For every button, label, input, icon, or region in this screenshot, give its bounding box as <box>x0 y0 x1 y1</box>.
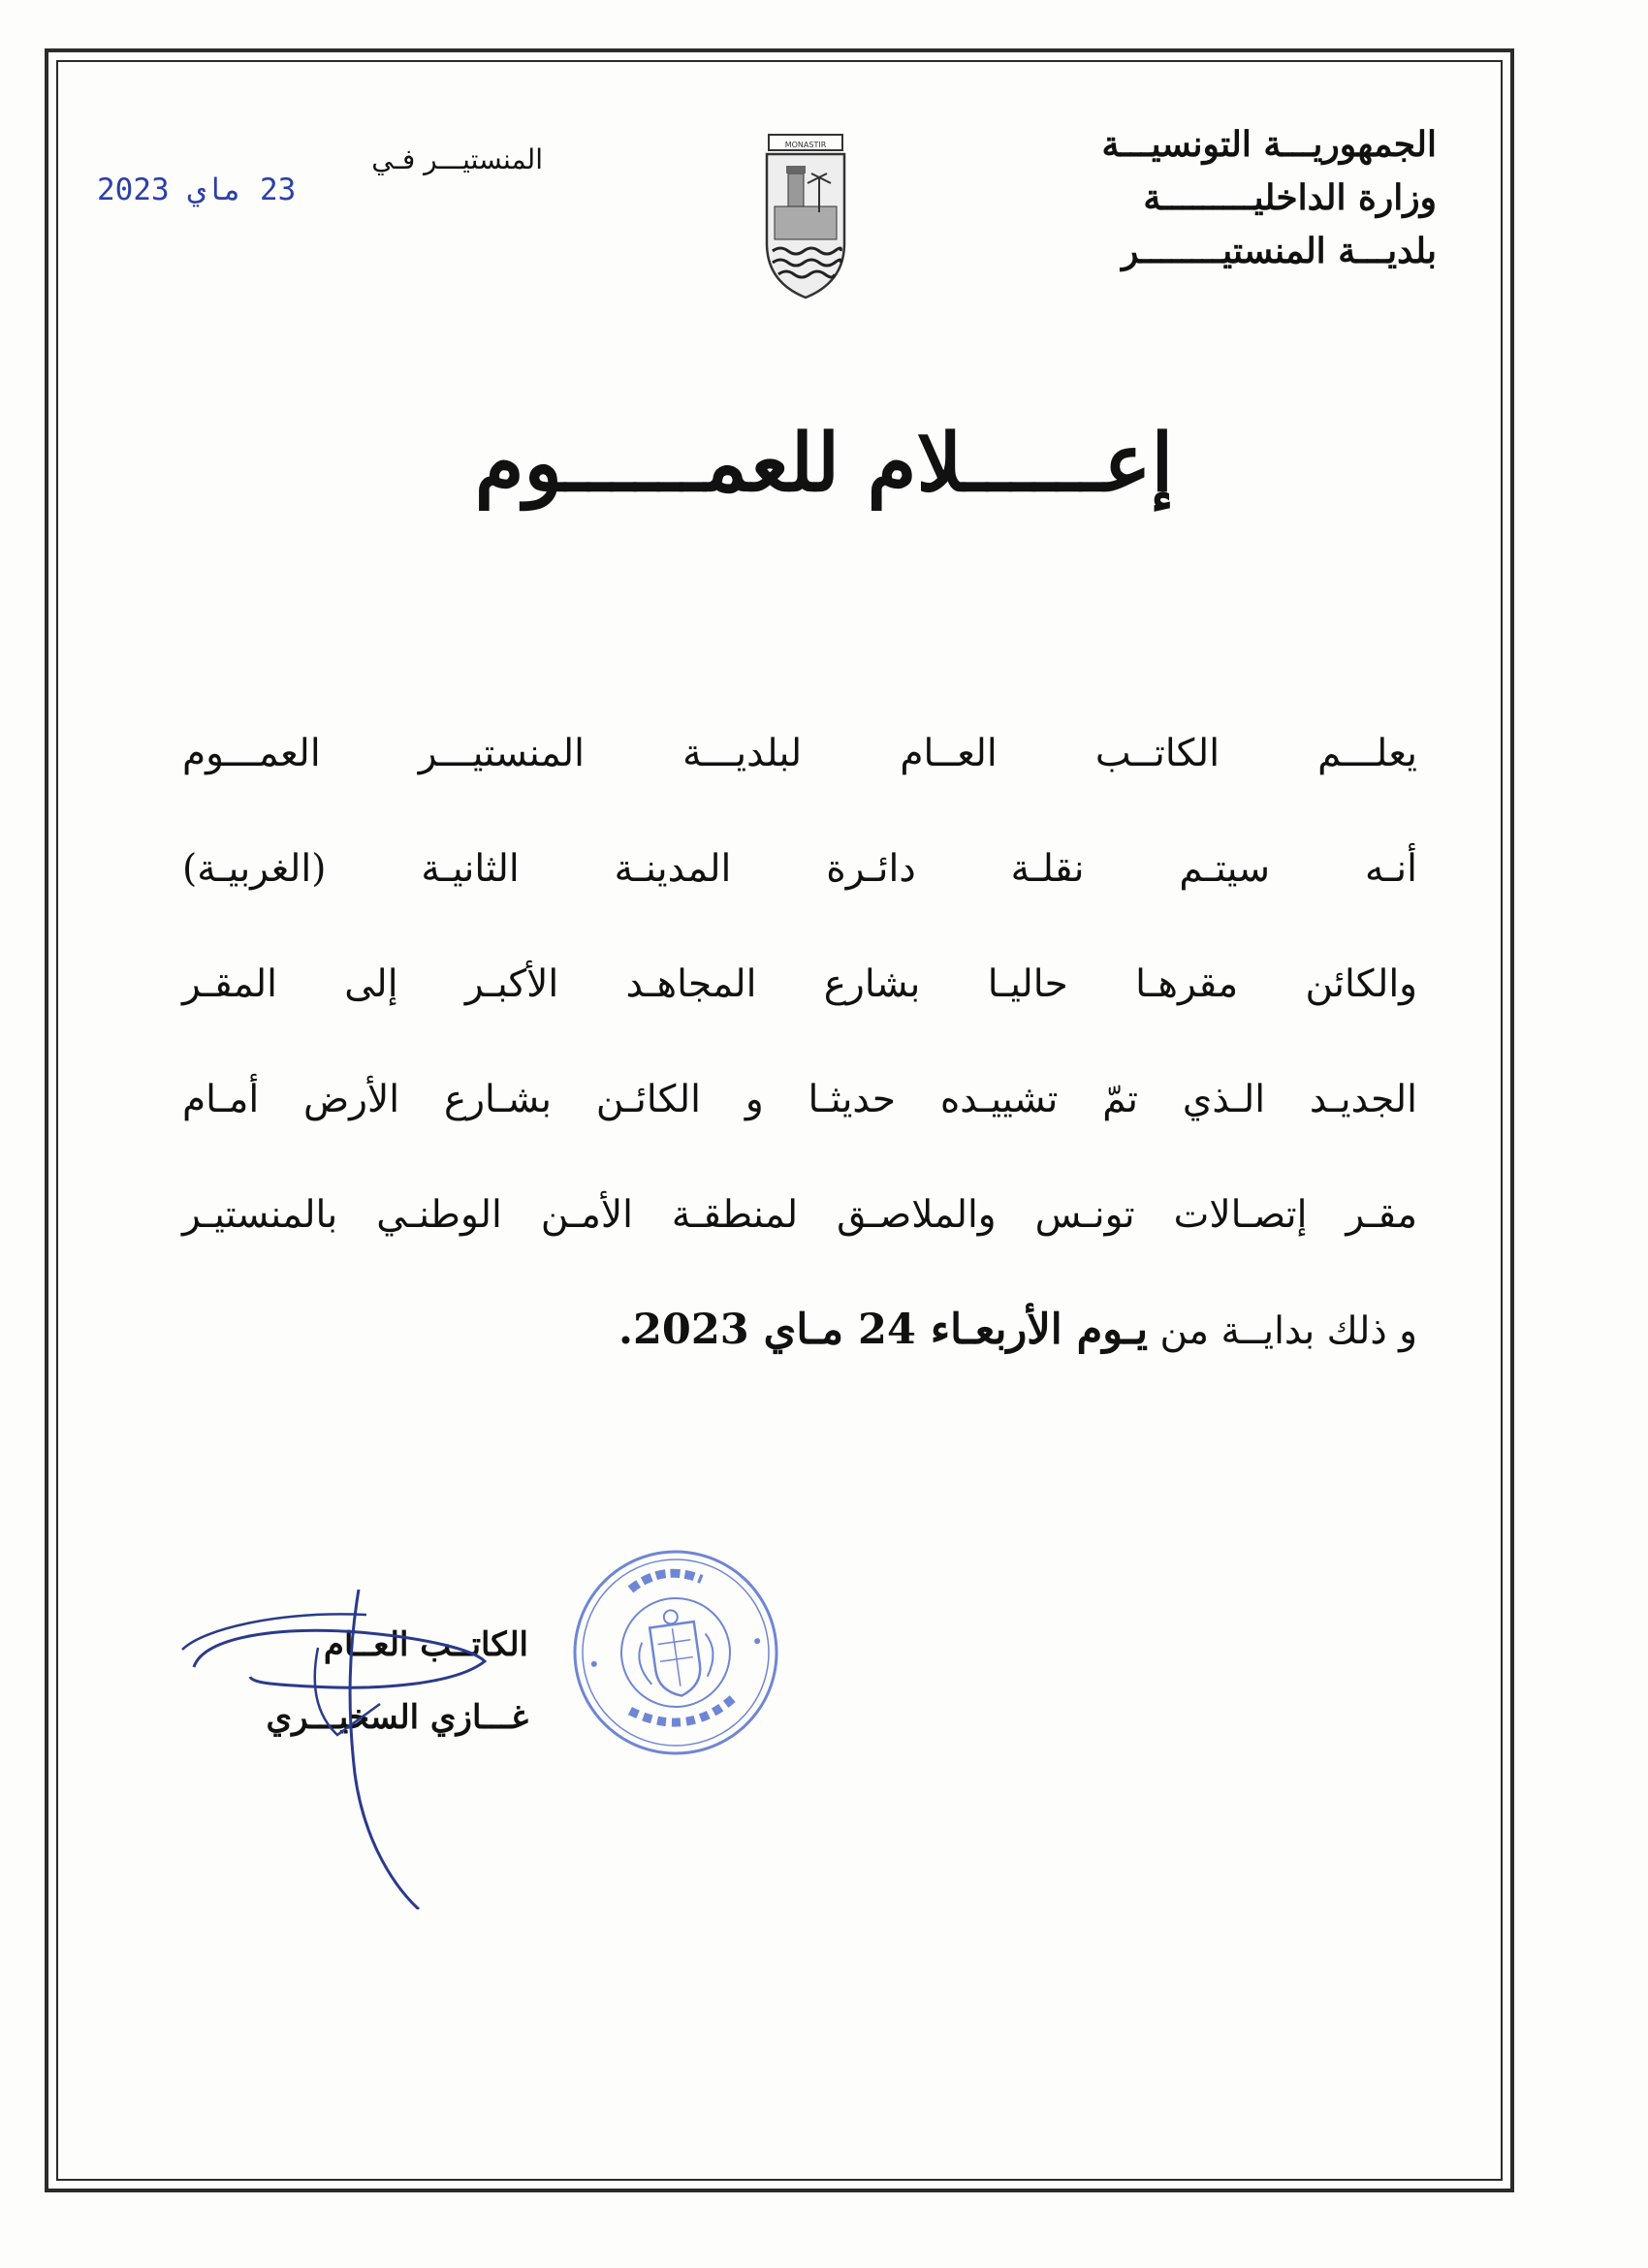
municipality-name: بلديـــة المنستيــــــــر <box>1121 231 1437 271</box>
effective-date-intro: و ذلك بدايــة من <box>1148 1309 1417 1353</box>
notice-body <box>182 696 1417 1389</box>
ministry-name: وزارة الداخليـــــــــة <box>1143 177 1437 218</box>
body-line-final <box>182 1273 1417 1389</box>
body-line: مقـر إتصـالات تونـس والملاصـق لمنطقـة الأمـن الوطنـي بالمنستيـر <box>182 1193 1417 1237</box>
date-stamp: 23 ماي 2023 <box>97 173 297 207</box>
notice-title: إعــــــلام للعمــــــوم <box>474 417 1174 510</box>
effective-date: يـوم الأربعـاء 24 مـاي 2023. <box>618 1306 1149 1354</box>
letterhead <box>1102 118 1437 278</box>
signatory-name: غـــازي السخيـــري <box>266 1698 528 1737</box>
body-line: يعلـــم الكاتــب العــام لبلديـــة المنستيـــر العمـــوم <box>182 732 1417 775</box>
emblem-label: MONASTIR <box>784 141 827 149</box>
place-date-label: المنستيـــر فـي <box>371 143 543 175</box>
signatory-title: الكاتــب العــام <box>323 1625 528 1664</box>
handwritten-signature <box>165 1590 679 1909</box>
country-name: الجمهوريـــة التونسيـــة <box>1101 124 1437 165</box>
monastir-coat-of-arms-icon <box>759 127 852 301</box>
body-line: والكائن مقرهـا حاليـا بشارع المجاهـد الأكبـر إلى المقـر <box>182 962 1417 1006</box>
body-line: أنـه سيتـم نقلـة دائـرة المدينـة الثانيـة (الغربيـة) <box>182 847 1417 891</box>
body-line: الجديـد الـذي تمّ تشييـده حديثـا و الكائـن بشـارع الأرض أمـام <box>182 1078 1417 1121</box>
